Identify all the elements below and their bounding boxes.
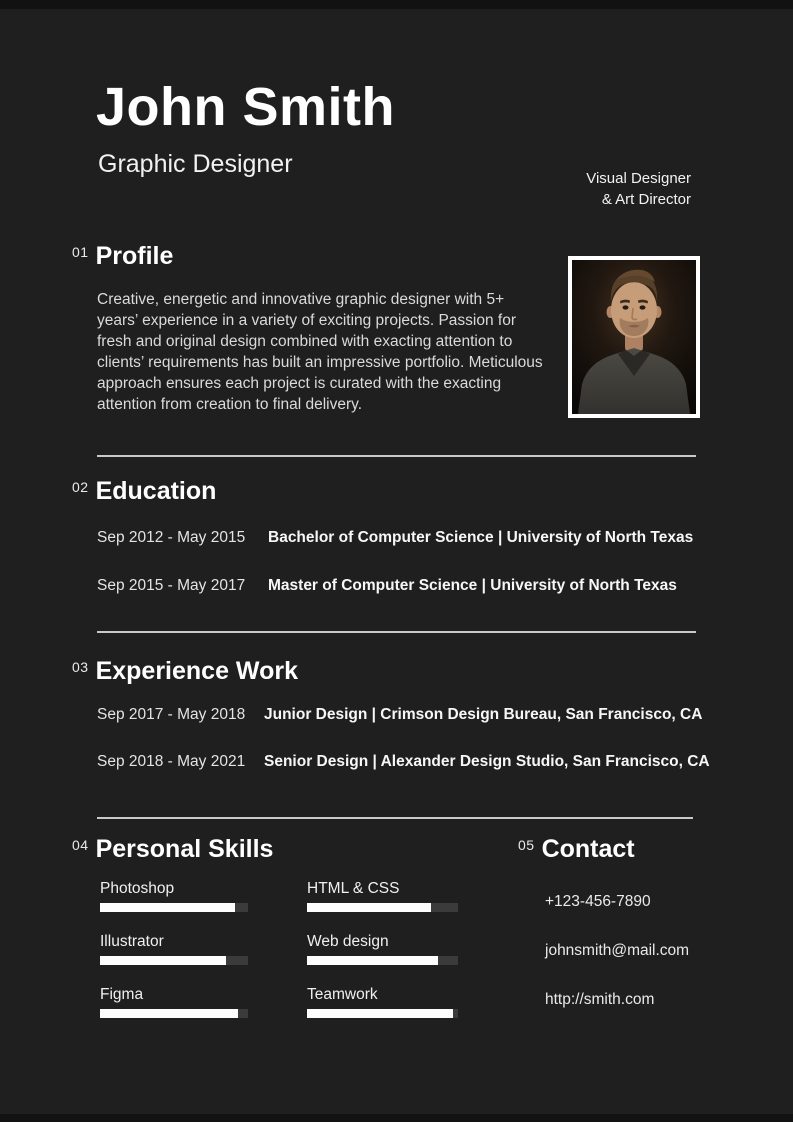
skill-progress-bar [307, 903, 458, 912]
skills-column-right [307, 880, 458, 1039]
experience-detail: Senior Design | Alexander Design Studio, San Francisco, CA [264, 753, 710, 770]
experience-dates: Sep 2017 - May 2018 [97, 706, 246, 723]
profile-section-number: 01 [72, 244, 89, 260]
divider-after-profile [97, 455, 696, 457]
divider-after-experience [97, 817, 693, 819]
education-dates: Sep 2015 - May 2017 [97, 577, 246, 594]
skill-item [100, 880, 248, 912]
skills-section-heading [72, 836, 273, 864]
skill-label: Web design [307, 933, 389, 950]
education-section-number: 02 [72, 479, 89, 495]
tagline-line-1: Visual Designer [586, 170, 691, 187]
skill-progress-fill [307, 903, 431, 912]
experience-section-heading [72, 658, 298, 686]
experience-section-title: Experience Work [95, 657, 298, 685]
contact-list [545, 893, 689, 1040]
skill-progress-fill [307, 1009, 453, 1018]
profile-section-heading [72, 243, 173, 271]
page-bottom-edge [0, 1114, 793, 1122]
skill-item [100, 986, 248, 1018]
skills-section-title: Personal Skills [95, 835, 274, 863]
person-name: John Smith [96, 77, 395, 137]
skill-item [307, 933, 458, 965]
skill-progress-bar [100, 956, 248, 965]
education-detail: Bachelor of Computer Science | University of North Texas [268, 529, 694, 546]
skill-progress-fill [100, 903, 235, 912]
education-section-title: Education [95, 477, 217, 505]
skill-item [307, 880, 458, 912]
skill-progress-fill [307, 956, 438, 965]
contact-website: http://smith.com [545, 991, 655, 1008]
skill-progress-bar [307, 1009, 458, 1018]
education-dates: Sep 2012 - May 2015 [97, 529, 246, 546]
portrait-illustration [572, 260, 696, 414]
skill-label: Figma [100, 986, 144, 1003]
contact-section-number: 05 [518, 837, 535, 853]
contact-phone: +123-456-7890 [545, 893, 651, 910]
skill-progress-bar [307, 956, 458, 965]
skill-progress-bar [100, 903, 248, 912]
profile-summary-text: Creative, energetic and innovative graphic designer with 5+ years’ experience in a variety of exciting projects. Passion for fresh and original design combined with exacting attention to clients’ requirements has built an impressive portfolio. Meticulous approach ensures each project is curated with the exacting attention from creation to final delivery. [97, 291, 543, 413]
contact-email: johnsmith@mail.com [545, 942, 690, 959]
skill-item [307, 986, 458, 1018]
education-row [97, 529, 693, 547]
experience-section-number: 03 [72, 659, 89, 675]
experience-detail: Junior Design | Crimson Design Bureau, San Francisco, CA [264, 706, 703, 723]
experience-dates: Sep 2018 - May 2021 [97, 753, 246, 770]
education-section-heading [72, 478, 216, 506]
skill-label: Photoshop [100, 880, 175, 897]
skill-progress-fill [100, 1009, 238, 1018]
contact-section-title: Contact [541, 835, 635, 863]
experience-row [97, 753, 710, 771]
contact-section-heading [518, 836, 635, 864]
skills-column-left [100, 880, 248, 1039]
person-tagline [586, 168, 691, 210]
profile-photo [568, 256, 700, 418]
profile-section-title: Profile [95, 242, 174, 270]
education-row [97, 577, 677, 595]
experience-row [97, 706, 702, 724]
skill-progress-bar [100, 1009, 248, 1018]
skill-item [100, 933, 248, 965]
skill-progress-fill [100, 956, 226, 965]
skill-label: Teamwork [307, 986, 378, 1003]
tagline-line-2: & Art Director [601, 191, 691, 208]
person-role: Graphic Designer [98, 150, 293, 178]
skills-section-number: 04 [72, 837, 89, 853]
education-detail: Master of Computer Science | University of North Texas [268, 577, 677, 594]
skill-label: HTML & CSS [307, 880, 400, 897]
divider-after-education [97, 631, 696, 633]
page-top-edge [0, 0, 793, 9]
skill-label: Illustrator [100, 933, 164, 950]
